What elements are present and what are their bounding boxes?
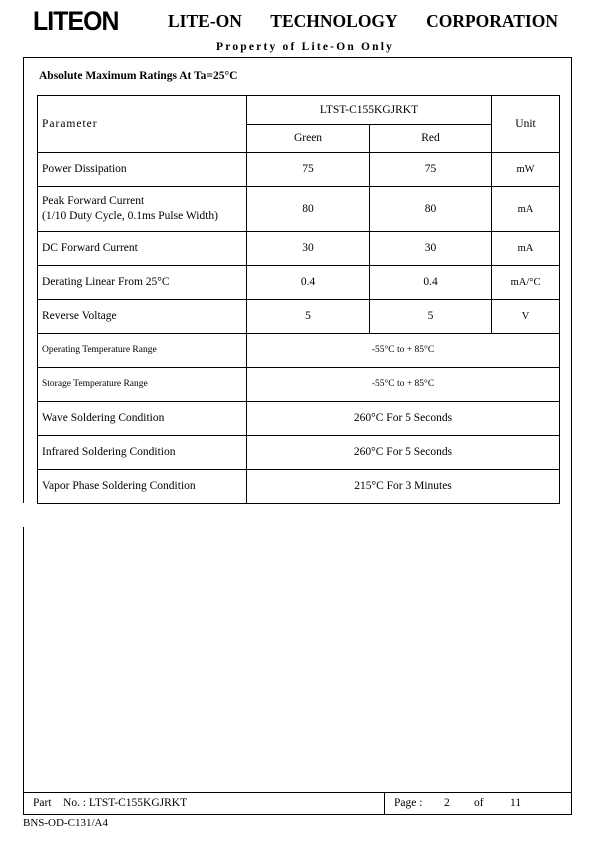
row-green-value: 80 xyxy=(247,187,370,232)
header-green: Green xyxy=(247,125,370,153)
page-current: 2 xyxy=(444,797,450,809)
row-merged-value: 215°C For 3 Minutes xyxy=(247,470,560,504)
footer-page-number xyxy=(394,796,521,810)
liteon-logo: LITEON xyxy=(33,6,119,36)
row-param: Derating Linear From 25°C xyxy=(38,266,247,300)
table-row xyxy=(38,436,560,470)
part-no: No. : LTST-C155KGJRKT xyxy=(63,797,188,809)
row-green-value: 0.4 xyxy=(247,266,370,300)
row-unit: mA xyxy=(492,187,560,232)
page-of: of xyxy=(474,797,484,809)
section-title: Absolute Maximum Ratings At Ta=25°C xyxy=(39,70,238,82)
company-name xyxy=(168,11,558,31)
table-row xyxy=(38,232,560,266)
row-unit: mW xyxy=(492,153,560,187)
footer-divider xyxy=(23,792,572,793)
row-red-value: 0.4 xyxy=(370,266,492,300)
row-red-value: 5 xyxy=(370,300,492,334)
row-param xyxy=(38,187,247,232)
page-label: Page : xyxy=(394,797,423,809)
table-row xyxy=(38,402,560,436)
table-row xyxy=(38,334,560,368)
company-word-2: TECHNOLOGY xyxy=(270,11,398,31)
absolute-max-ratings-table xyxy=(37,95,560,504)
header-red: Red xyxy=(370,125,492,153)
row-merged-value: 260°C For 5 Seconds xyxy=(247,436,560,470)
table-header-row xyxy=(38,96,560,125)
row-merged-value: -55°C to + 85°C xyxy=(247,368,560,402)
row-green-value: 30 xyxy=(247,232,370,266)
row-param: Wave Soldering Condition xyxy=(38,402,247,436)
row-param: Vapor Phase Soldering Condition xyxy=(38,470,247,504)
table-row xyxy=(38,300,560,334)
row-param: DC Forward Current xyxy=(38,232,247,266)
row-param: Storage Temperature Range xyxy=(38,368,247,402)
header-unit: Unit xyxy=(492,96,560,153)
row-unit: mA/°C xyxy=(492,266,560,300)
row-red-value: 80 xyxy=(370,187,492,232)
row-red-value: 30 xyxy=(370,232,492,266)
company-word-3: CORPORATION xyxy=(426,11,558,31)
frame-gap xyxy=(22,503,25,527)
table-row xyxy=(38,368,560,402)
row-unit: V xyxy=(492,300,560,334)
footer-part-number xyxy=(33,796,187,810)
part-label: Part xyxy=(33,797,52,809)
property-notice: Property of Lite-On Only xyxy=(216,41,395,53)
header-parameter: Parameter xyxy=(38,96,247,153)
row-param: Reverse Voltage xyxy=(38,300,247,334)
table-row xyxy=(38,187,560,232)
row-red-value: 75 xyxy=(370,153,492,187)
row-green-value: 75 xyxy=(247,153,370,187)
page-total: 11 xyxy=(510,797,522,809)
row-unit: mA xyxy=(492,232,560,266)
footer-column-divider xyxy=(384,792,385,815)
header-part-number: LTST-C155KGJRKT xyxy=(247,96,492,125)
row-param-line2: (1/10 Duty Cycle, 0.1ms Pulse Width) xyxy=(42,210,218,222)
table-row xyxy=(38,470,560,504)
row-param-line1: Peak Forward Current xyxy=(42,195,145,207)
row-param: Infrared Soldering Condition xyxy=(38,436,247,470)
row-green-value: 5 xyxy=(247,300,370,334)
table-row xyxy=(38,266,560,300)
company-word-1: LITE-ON xyxy=(168,11,242,31)
document-code: BNS-OD-C131/A4 xyxy=(23,817,108,829)
row-param: Power Dissipation xyxy=(38,153,247,187)
table-row xyxy=(38,153,560,187)
row-param: Operating Temperature Range xyxy=(38,334,247,368)
row-merged-value: 260°C For 5 Seconds xyxy=(247,402,560,436)
row-merged-value: -55°C to + 85°C xyxy=(247,334,560,368)
